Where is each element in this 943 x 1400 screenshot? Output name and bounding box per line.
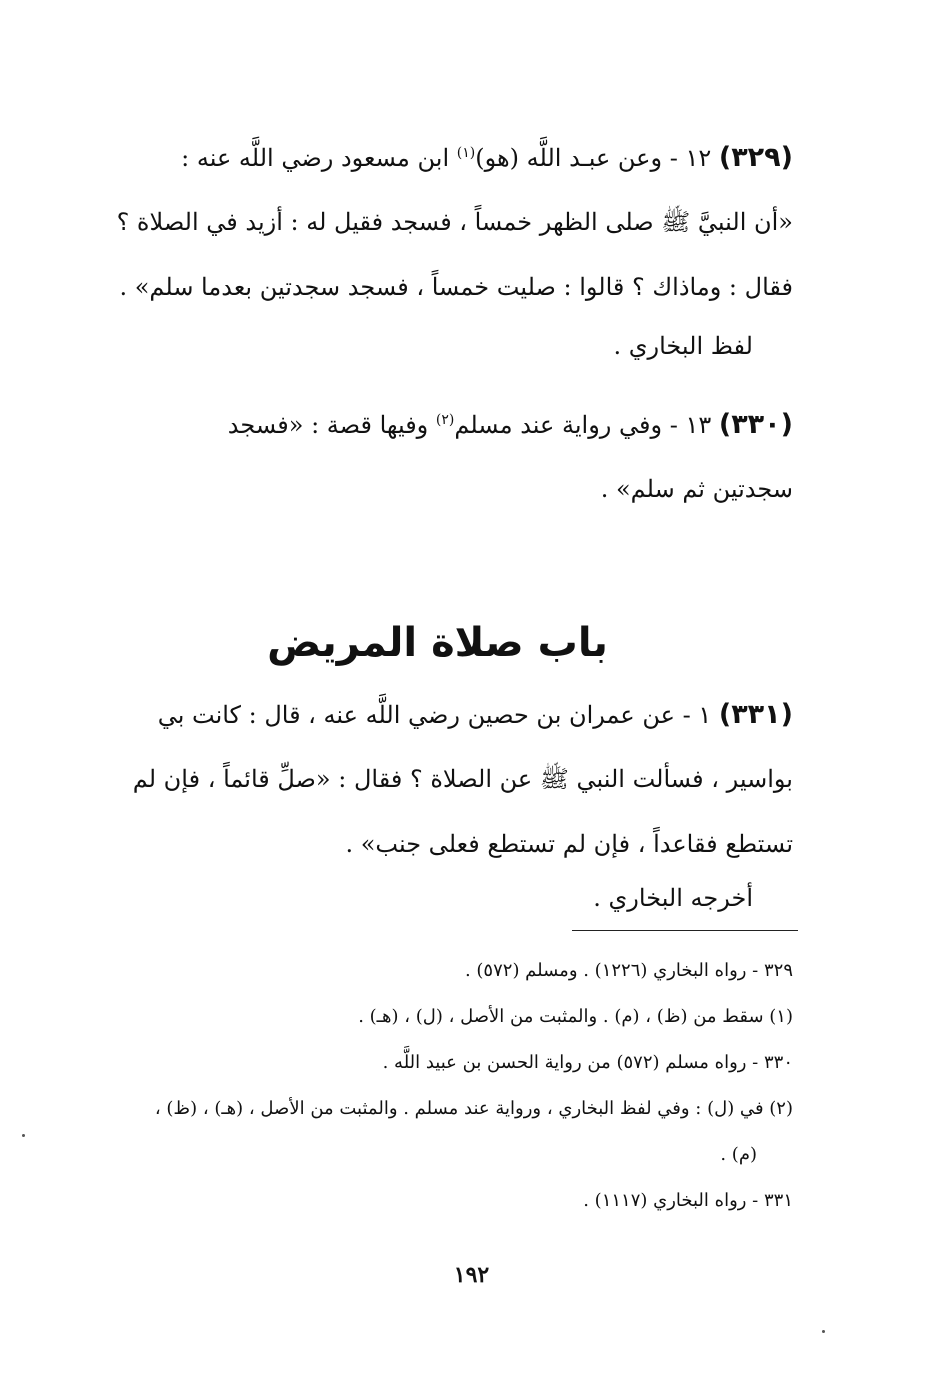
footnote-marker: (٢) bbox=[435, 412, 455, 428]
footnote-line: ٣٣١ - رواه البخاري (١١١٧) . bbox=[583, 1190, 793, 1211]
hadith-329-source: لفظ البخاري . bbox=[613, 332, 753, 360]
hadith-number: (٣٢٩) bbox=[718, 142, 793, 173]
footnotes bbox=[82, 948, 793, 1224]
hadith-330-line-1 bbox=[82, 392, 793, 457]
hadith-329-line-2: «أن النبيَّ ﷺ صلى الظهر خمساً ، فسجد فقيل له : أزيد في الصلاة ؟ bbox=[116, 208, 793, 236]
hadith-number: (٣٣٠) bbox=[718, 409, 793, 440]
hadith-329-line-1 bbox=[82, 125, 793, 190]
hadith-331-source: أخرجه البخاري . bbox=[593, 884, 753, 912]
chapter-title: باب صلاة المريض bbox=[267, 620, 608, 666]
hadith-329-line-3: فقال : وماذاك ؟ قالوا : صليت خمساً ، فسجد سجدتين بعدما سلم» . bbox=[119, 273, 793, 301]
hadith-330-line-2: سجدتين ثم سلم» . bbox=[600, 475, 793, 503]
footnote-separator bbox=[572, 930, 798, 931]
hadith-text: وفيها قصة : «فسجد bbox=[227, 411, 429, 439]
footnote-line: (٢) في (ل) : وفي لفظ البخاري ، ورواية عند مسلم . والمثبت من الأصل ، (هـ) ، (ظ) ، bbox=[154, 1098, 793, 1119]
footnote-line: (١) سقط من (ظ) ، (م) . والمثبت من الأصل ، (ل) ، (هـ) . bbox=[358, 1006, 793, 1027]
hadith-text: ابن مسعود رضي اللَّه عنه : bbox=[181, 144, 450, 172]
hadith-329 bbox=[82, 125, 793, 320]
hadith-331 bbox=[82, 682, 793, 877]
hadith-text: ١٣ - وفي رواية عند مسلم bbox=[454, 411, 712, 439]
hadith-331-line-3: تستطع فقاعداً ، فإن لم تستطع فعلى جنب» . bbox=[345, 830, 793, 858]
hadith-331-line-2: بواسير ، فسألت النبي ﷺ عن الصلاة ؟ فقال : «صلِّ قائماً ، فإن لم bbox=[132, 765, 793, 793]
scan-speck bbox=[22, 1134, 25, 1137]
footnote-line: ٣٢٩ - رواه البخاري (١٢٢٦) . ومسلم (٥٧٢) . bbox=[464, 960, 793, 981]
hadith-330 bbox=[82, 392, 793, 522]
scan-speck bbox=[822, 1330, 825, 1333]
hadith-number: (٣٣١) bbox=[718, 699, 793, 730]
footnote-line-continuation: (م) . bbox=[720, 1144, 757, 1165]
hadith-text: ١ - عن عمران بن حصين رضي اللَّه عنه ، قال : كانت بي bbox=[157, 701, 712, 729]
footnote-line: ٣٣٠ - رواه مسلم (٥٧٢) من رواية الحسن بن عبيد اللَّه . bbox=[382, 1052, 793, 1073]
page-number: ١٩٢ bbox=[453, 1262, 490, 1288]
hadith-331-line-1 bbox=[82, 682, 793, 747]
hadith-text: ١٢ - وعن عبـد اللَّه (هو) bbox=[475, 144, 712, 172]
footnote-marker: (١) bbox=[456, 145, 476, 161]
